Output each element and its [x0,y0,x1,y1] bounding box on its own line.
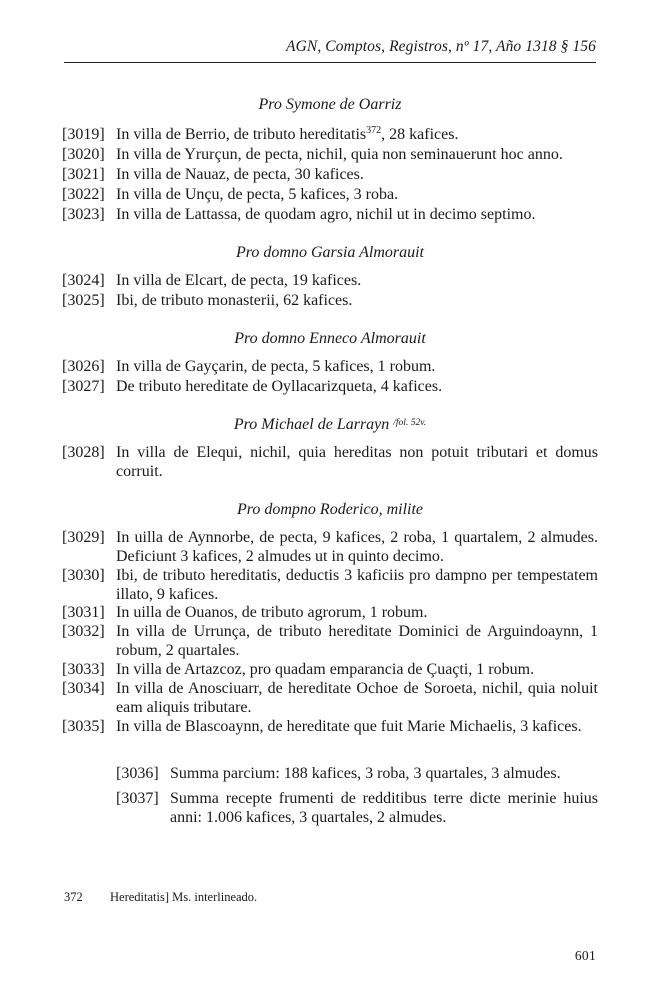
entry-number: [3026] [62,358,105,375]
section-title [64,416,596,434]
page-number: 601 [574,948,596,963]
entry-number: [3021] [62,166,105,183]
entry-text [116,125,598,144]
section-title-text: Pro Michael de Larrayn [233,416,390,433]
entry-text: Ibi, de tributo hereditatis, deductis 3 kaficiis pro dampno per tempestatem illato, 9 kafices. [116,567,598,603]
entry-number: [3027] [62,378,105,395]
entry [62,443,598,481]
entry-text: In villa de Unçu, de pecta, 5 kafices, 3 roba. [116,186,399,203]
entry-number: [3037] [116,790,159,807]
entry-number: [3031] [62,604,105,621]
entry-text-main: In villa de Berrio, de tributo hereditatis [116,126,367,143]
entry-text: In villa de Artazcoz, pro quadam emparancia de Çuaçti, 1 robum. [116,661,535,678]
entry [62,603,598,622]
footnote [64,890,596,905]
section-title: Pro domno Garsia Almorauit [235,244,424,261]
summary-entry [116,764,598,783]
entry-number: [3025] [62,292,105,309]
entry [62,205,598,224]
entry-number: [3020] [62,146,105,163]
folio-marker: /fol. 52v. [393,418,427,428]
entry-number: [3028] [62,444,105,461]
entry [62,185,598,204]
entry [62,717,598,736]
entry [62,125,598,144]
entry [62,145,598,164]
entry [62,165,598,184]
entry-text: In villa de Yrurçun, de pecta, nichil, quia non seminauerunt hoc anno. [116,146,563,163]
entry-number: [3023] [62,206,105,223]
entry-text: In villa de Lattassa, de quodam agro, nichil ut in decimo septimo. [116,206,536,223]
entry [62,377,598,396]
entry-text: In villa de Urrunça, de tributo hereditate Dominici de Arguindoaynn, 1 robum, 2 quartales. [116,623,598,659]
header-rule [64,62,596,63]
running-head: AGN, Comptos, Registros, nº 17, Año 1318 § 156 [286,38,596,55]
entry [62,357,598,376]
entry [62,660,598,679]
summary-entry [116,789,598,827]
footnote-text: Hereditatis] Ms. interlineado. [110,890,258,904]
footnote-ref: 372 [366,125,382,136]
entry-number: [3029] [62,529,105,546]
entry-number: [3036] [116,765,159,782]
entry-number: [3034] [62,680,105,697]
footnote-number: 372 [64,890,83,904]
entry-text: In villa de Elequi, nichil, quia hereditas non potuit tributari et domus corruit. [116,444,598,480]
entry-text: Summa recepte frumenti de redditibus terre dicte merinie huius anni: 1.006 kafices, 3 quartales, 2 almudes. [170,790,598,826]
entry-text: In villa de Elcart, de pecta, 19 kafices. [116,272,362,289]
entry-text: In villa de Blascoaynn, de hereditate que fuit Marie Michaelis, 3 kafices. [116,718,582,735]
entry-number: [3022] [62,186,105,203]
entry-text: In villa de Nauaz, de pecta, 30 kafices. [116,166,364,183]
section-title: Pro domno Enneco Almorauit [234,330,426,347]
entry-text: Summa parcium: 188 kafices, 3 roba, 3 quartales, 3 almudes. [170,765,561,782]
entry-number: [3024] [62,272,105,289]
entry [62,291,598,310]
entry-number: [3019] [62,126,105,143]
entry-text: In villa de Anosciuarr, de hereditate Ochoe de Soroeta, nichil, quia noluit eam aliquis tributare. [116,680,598,716]
entry-number: [3030] [62,567,105,584]
entry-text-tail: , 28 kafices. [381,126,459,143]
entry-text: In uilla de Ouanos, de tributo agrorum, 1 robum. [116,604,428,621]
entry [62,271,598,290]
section-title: Pro dompno Roderico, milite [236,501,424,518]
entry-number: [3033] [62,661,105,678]
entry-text: Ibi, de tributo monasterii, 62 kafices. [116,292,353,309]
entry-number: [3035] [62,718,105,735]
entry-text: In uilla de Aynnorbe, de pecta, 9 kafices, 2 roba, 1 quartalem, 2 almudes. Deficiunt 3 kafices, 2 almudes ut in quinto decimo. [116,529,598,565]
entry [62,528,598,566]
entry-text: De tributo hereditate de Oyllacarizqueta, 4 kafices. [116,378,443,395]
section-title: Pro Symone de Oarriz [258,96,402,113]
entry [62,566,598,604]
entry [62,622,598,660]
entry-number: [3032] [62,623,105,640]
entry [62,679,598,717]
entry-text: In villa de Gayçarin, de pecta, 5 kafices, 1 robum. [116,358,436,375]
